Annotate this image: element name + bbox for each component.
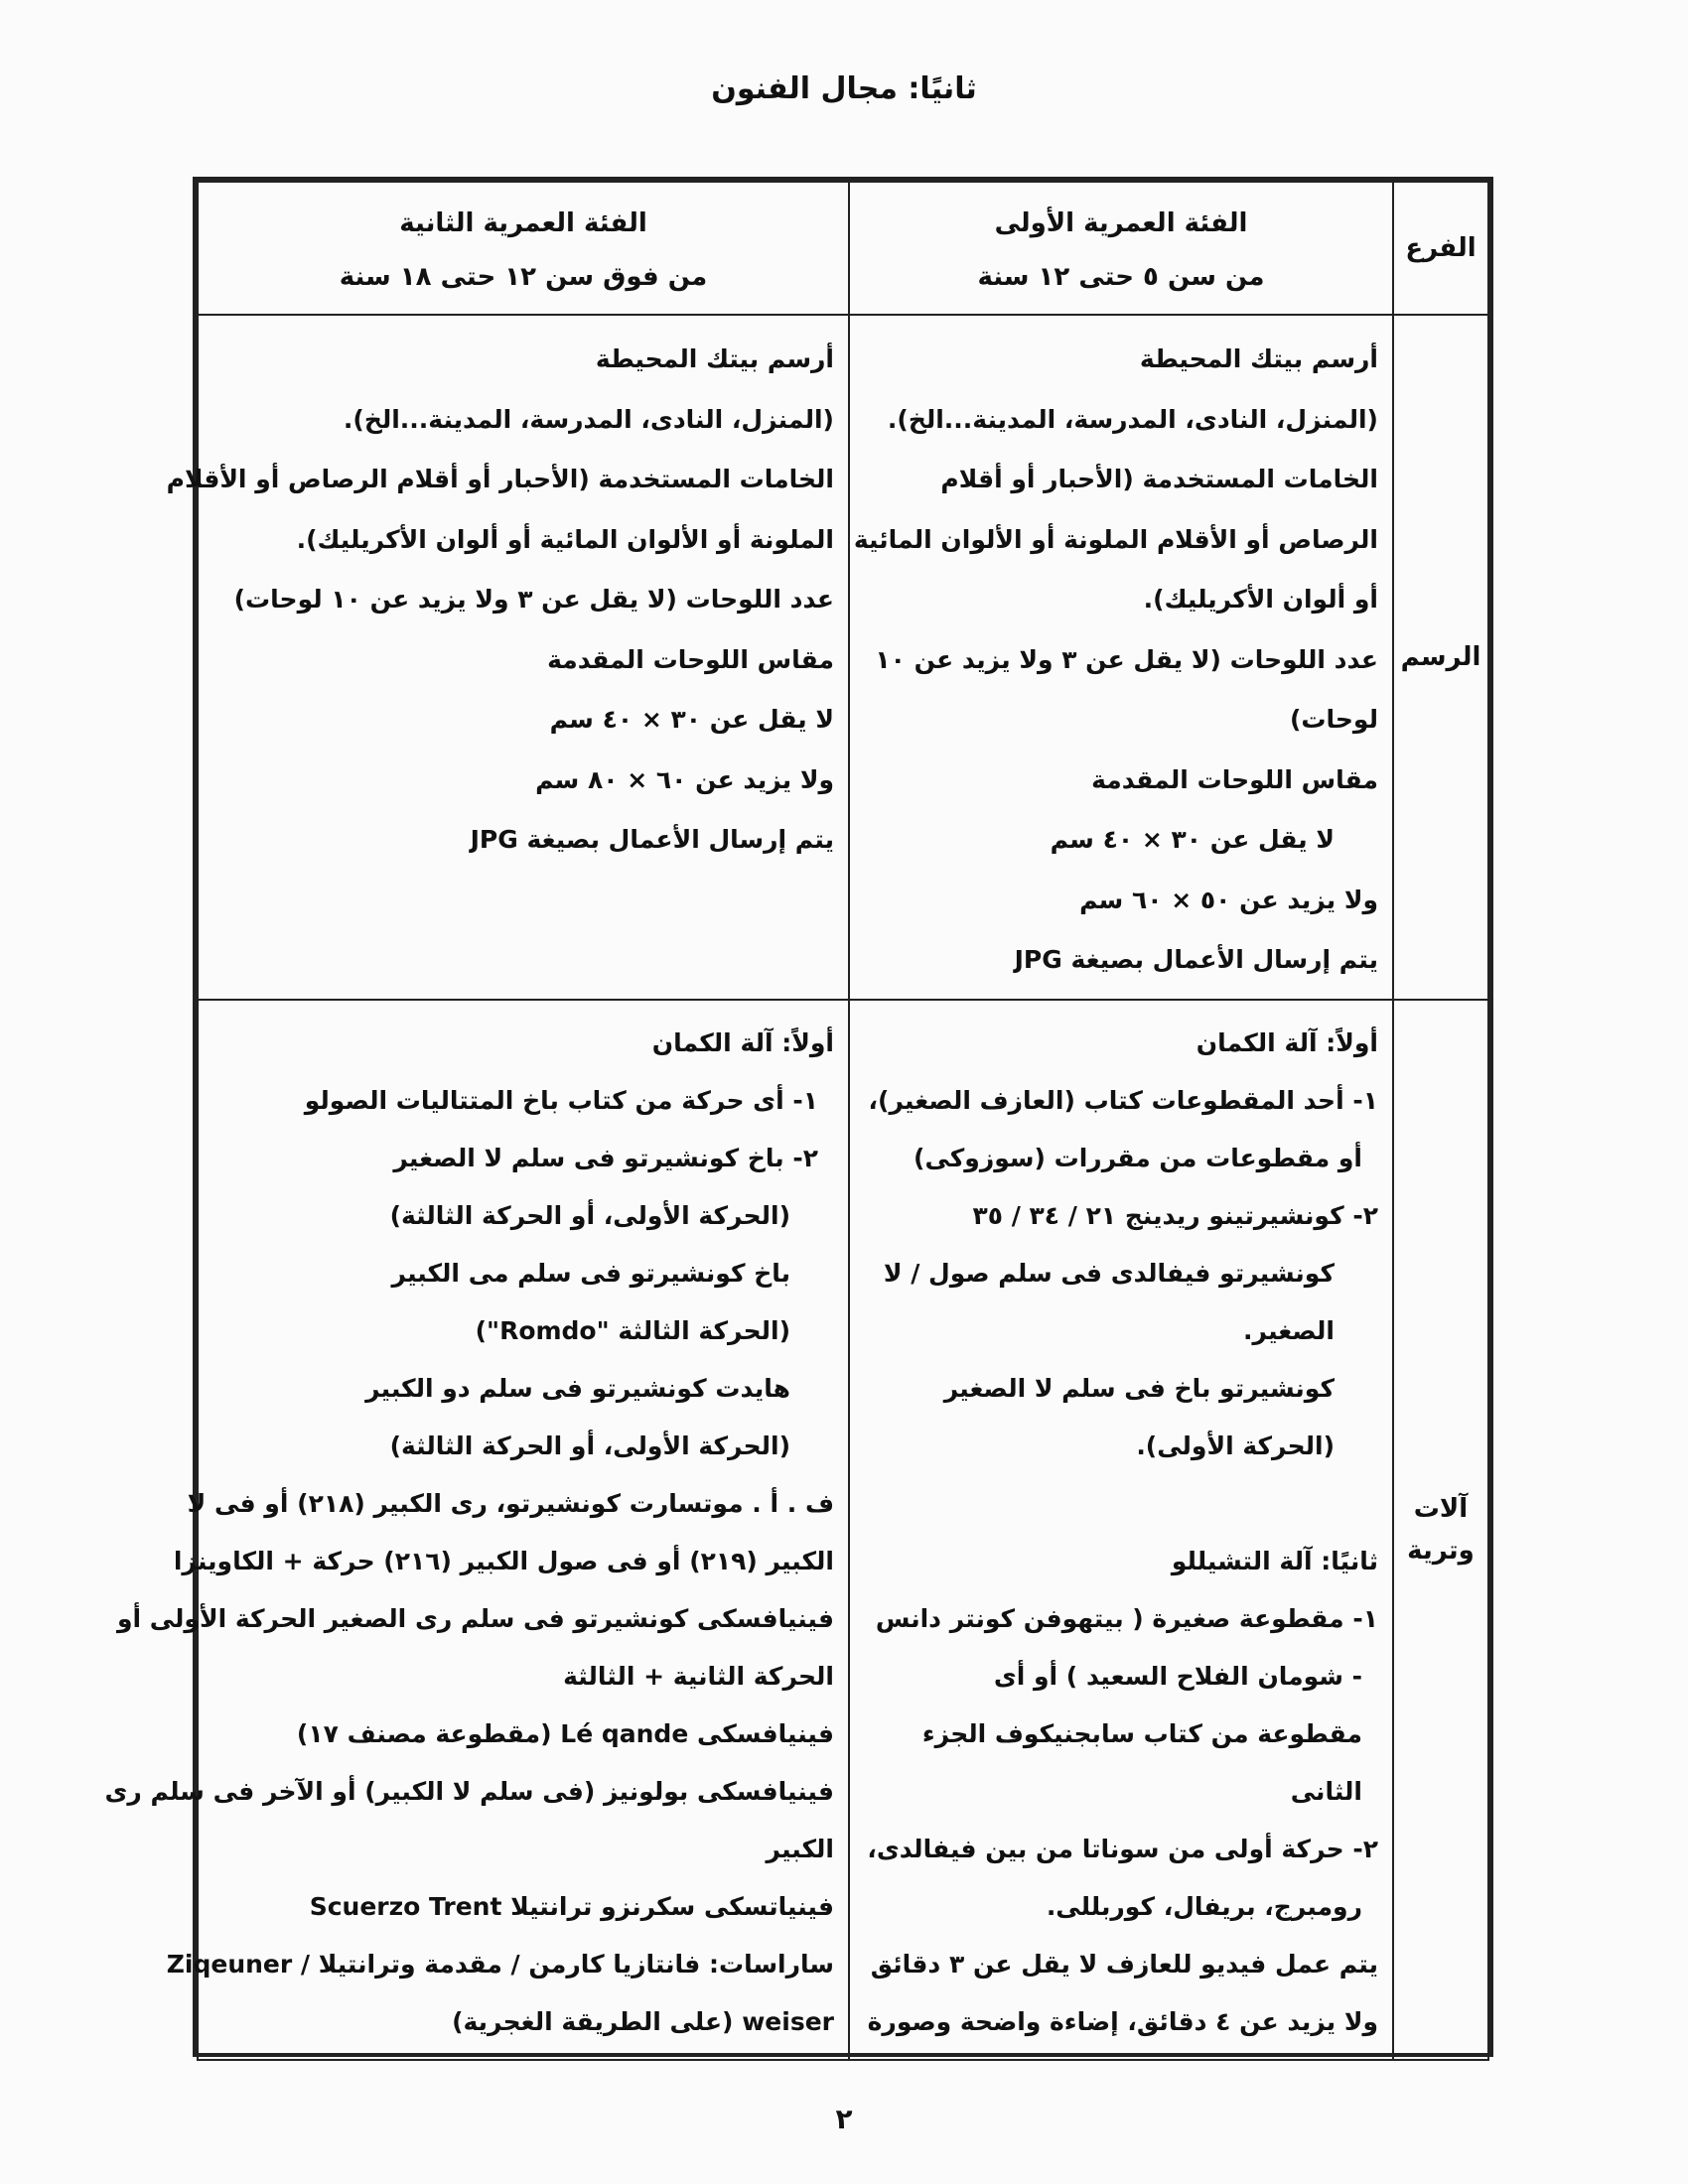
branch-string-instruments (1393, 1000, 1488, 2060)
header-first-title: الفئة العمرية الأولى (994, 208, 1248, 238)
strings-first-group-cell (849, 1000, 1393, 2060)
text-line: أو ألوان الأكريليك). (1143, 585, 1378, 614)
page-number: ٢ (835, 2103, 853, 2135)
text-line: يتم إرسال الأعمال بصيغة JPG (1014, 945, 1378, 974)
table-row-drawing (198, 315, 1488, 1000)
text-line: الخامات المستخدمة (الأحبار أو أقلام (940, 465, 1378, 493)
text-line: ٢- باخ كونشيرتو فى سلم لا الصغير (393, 1143, 818, 1172)
text-line: الصغير. (1243, 1315, 1335, 1345)
table-row-string-instruments (198, 1000, 1488, 2060)
text-line: يتم إرسال الأعمال بصيغة JPG (470, 825, 834, 854)
text-line: (الحركة الأولى، أو الحركة الثالثة) (389, 1431, 790, 1460)
header-first-age-group (849, 182, 1393, 315)
text-line: الكبير (٢١٩) أو فى صول الكبير (٢١٦) حركة + الكاوينزا (173, 1546, 834, 1575)
text-line: ٢- حركة أولى من سوناتا من بين فيفالدى، (867, 1834, 1378, 1863)
header-second-ages: من فوق سن ١٢ حتى ١٨ سنة (339, 262, 708, 292)
text-line: (الحركة الأولى). (1136, 1431, 1335, 1460)
drawing-second-group-text (166, 316, 848, 879)
text-line: - شومان الفلاح السعيد ) أو أى (993, 1661, 1362, 1691)
text-line: مقاس اللوحات المقدمة (1091, 764, 1378, 794)
spacer (864, 1475, 1378, 1533)
text-line: يتم عمل فيديو للعازف لا يقل عن ٣ دقائق (870, 1949, 1378, 1979)
text-line: رومبرج، بريفال، كوربللى. (1046, 1891, 1362, 1921)
text-line: الملونة أو الألوان المائية أو ألوان الأكريليك). (296, 524, 834, 554)
header-first-ages: من سن ٥ حتى ١٢ سنة (977, 262, 1265, 292)
text-line: (المنزل، النادى، المدرسة، المدينة...الخ). (887, 404, 1378, 434)
text-line: فينياتسكى سكرنزو ترانتيلا Scuerzo Trent (309, 1891, 834, 1921)
text-line: فينيافسكى بولونيز (فى سلم لا الكبير) أو الآخر فى سلم رى (104, 1776, 834, 1806)
text-line: weiser (على الطريقة الغجرية) (452, 2006, 834, 2036)
text-line: الكبير (766, 1834, 834, 1863)
branch-drawing: الرسم (1393, 315, 1488, 1000)
drawing-second-group-cell (166, 315, 849, 1000)
branch-line: آلات (1413, 1493, 1469, 1524)
text-line: أولاً: آلة الكمان (651, 1027, 834, 1057)
text-line: ساراسات: فانتازيا كارمن / مقدمة وترانتيلا / Ziqeuner (166, 1949, 834, 1979)
text-line: ١- مقطوعة صغيرة ( بيتهوفن كونتر دانس (875, 1603, 1378, 1633)
text-line: الرصاص أو الأقلام الملونة أو الألوان المائية (853, 524, 1378, 554)
competition-table (104, 177, 1493, 2057)
table-grid (104, 181, 1489, 2061)
text-line: ١- أى حركة من كتاب باخ المتتاليات الصولو (304, 1085, 818, 1115)
text-line: لا يقل عن ٣٠ × ٤٠ سم (1050, 825, 1335, 854)
page-title: ثانيًا: مجال الفنون (711, 71, 977, 106)
text-line: مقاس اللوحات المقدمة (547, 644, 834, 674)
text-line: الثانى (1290, 1776, 1362, 1806)
text-line: ٢- كونشيرتينو ريدينج ٢١ / ٣٤ / ٣٥ (972, 1200, 1378, 1230)
text-line: لوحات) (1289, 705, 1378, 734)
text-line: أو مقطوعات من مقررات (سوزوكى) (914, 1143, 1362, 1172)
text-line: (الحركة الأولى، أو الحركة الثالثة) (389, 1200, 790, 1230)
text-line: أرسم بيتك المحيطة (595, 344, 834, 373)
text-line: باخ كونشيرتو فى سلم مى الكبير (391, 1258, 790, 1288)
text-line: كونشيرتو باخ فى سلم لا الصغير (943, 1373, 1335, 1403)
table-header-row (198, 182, 1488, 315)
text-line: ولا يزيد عن ٥٠ × ٦٠ سم (1079, 885, 1378, 914)
text-line: (المنزل، النادى، المدرسة، المدينة...الخ). (343, 404, 834, 434)
drawing-first-group-text (850, 316, 1392, 999)
text-line: عدد اللوحات (لا يقل عن ٣ ولا يزيد عن ١٠ لوحات) (233, 585, 834, 614)
header-branch: الفرع (1393, 182, 1488, 315)
branch-line: وترية (1407, 1535, 1475, 1566)
text-line: فينيافسكى كونشيرتو فى سلم رى الصغير الحركة الأولى أو (116, 1603, 834, 1633)
drawing-first-group-cell (849, 315, 1393, 1000)
text-line: لا يقل عن ٣٠ × ٤٠ سم (549, 705, 834, 734)
text-line: الحركة الثانية + الثالثة (563, 1661, 834, 1691)
text-line: الخامات المستخدمة (الأحبار أو أقلام الرصاص أو الأقلام (166, 465, 834, 493)
text-line: (الحركة الثالثة "Romdo") (475, 1315, 790, 1345)
text-line: أولاً: آلة الكمان (1196, 1027, 1378, 1057)
strings-second-group-cell (104, 1000, 849, 2060)
text-line: كونشيرتو فيفالدى فى سلم صول / لا (883, 1258, 1335, 1288)
text-line: ولا يزيد عن ٤ دقائق، إضاءة واضحة وصورة (867, 2006, 1378, 2036)
text-line: عدد اللوحات (لا يقل عن ٣ ولا يزيد عن ١٠ (875, 644, 1378, 674)
text-line: ١- أحد المقطوعات كتاب (العازف الصغير)، (868, 1085, 1378, 1115)
text-line: أرسم بيتك المحيطة (1139, 344, 1378, 373)
text-line: ولا يزيد عن ٦٠ × ٨٠ سم (535, 764, 834, 794)
strings-first-group-text (850, 1001, 1392, 2059)
text-line: مقطوعة من كتاب سابجنيكوف الجزء (921, 1718, 1362, 1748)
text-line: فينيافسكى Lé qande (مقطوعة مصنف ١٧) (296, 1718, 834, 1748)
strings-second-group-text (104, 1001, 848, 2059)
text-line: ف . أ . موتسارت كونشيرتو، رى الكبير (٢١٨) أو فى لا (187, 1488, 834, 1518)
text-line: ثانيًا: آلة التشيللو (1171, 1546, 1378, 1575)
header-second-age-group (198, 182, 849, 315)
text-line: هايدت كونشيرتو فى سلم دو الكبير (365, 1373, 790, 1403)
header-second-title: الفئة العمرية الثانية (399, 208, 647, 238)
